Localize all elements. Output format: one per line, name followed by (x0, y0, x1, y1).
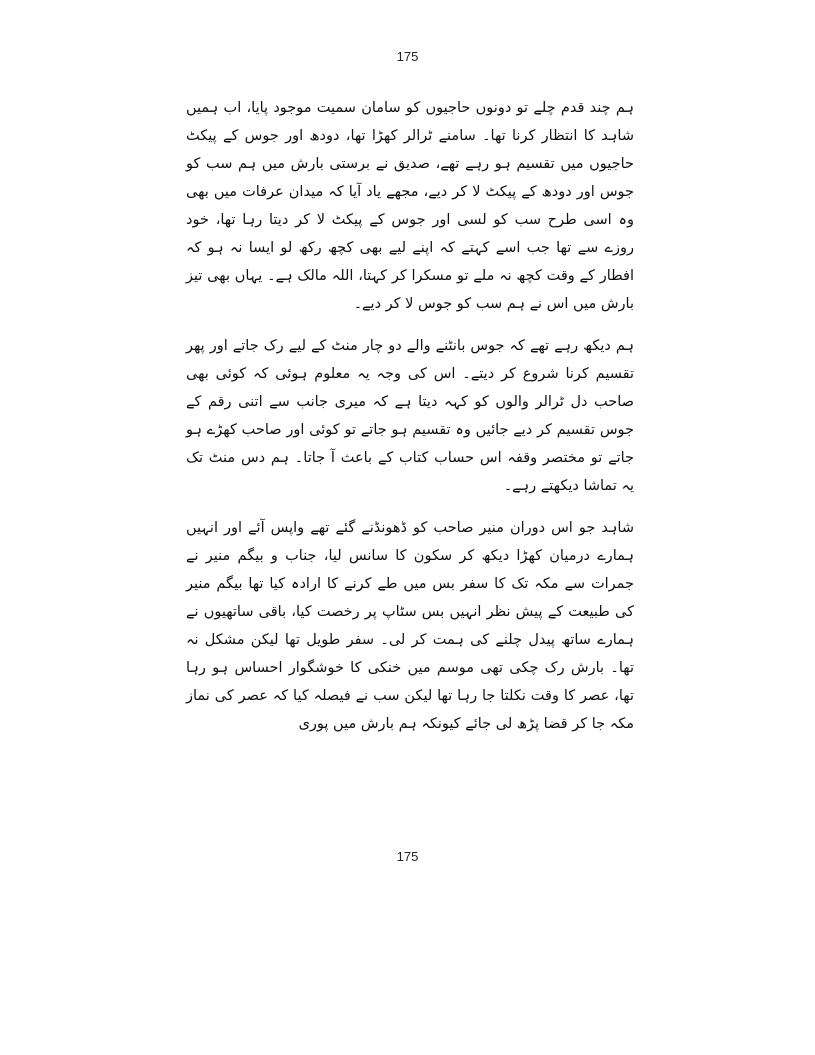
paragraph-3: شاہد جو اس دوران منیر صاحب کو ڈھونڈنے گئے تھے واپس آئے اور انہیں ہمارے درمیان کھڑا دیکھ کر سکون کا سانس لیا، جناب و بیگم منیر نے جمرات سے مکہ تک کا سفر بس میں طے کرنے کا ارادہ کیا تھا بیگم منیر کی طبیعت کے پیش نظر انہیں بس سٹاپ پر رخصت کیا، باقی ساتھیوں نے ہمارے ساتھ پیدل چلنے کی ہمت کر لی۔ سفر طویل تھا لیکن مشکل نہ تھا۔ بارش رک چکی تھی موسم میں خنکی کا خوشگوار احساس ہو رہا تھا، عصر کا وقت نکلتا جا رہا تھا لیکن سب نے فیصلہ کیا کہ عصر کی نماز مکہ جا کر قضا پڑھ لی جائے کیونکہ ہم بارش میں پوری (186, 520, 634, 732)
page-number-bottom: 175 (396, 849, 419, 864)
body-text (186, 94, 634, 752)
paragraph-1: ہم چند قدم چلے تو دونوں حاجیوں کو سامان سمیت موجود پایا، اب ہمیں شاہد کا انتظار کرنا تھا۔ سامنے ٹرالر کھڑا تھا، دودھ اور جوس کے پیکٹ حاجیوں میں تقسیم ہو رہے تھے، صدیق نے برستی بارش میں ہم سب کو جوس اور دودھ کے پیکٹ لا کر دیے، مجھے یاد آیا کہ میدان عرفات میں بھی وہ اسی طرح سب کو لسی اور جوس کے پیکٹ لا کر دیتا رہا تھا، خود روزے سے تھا جب اسے کہتے کہ اپنے لیے بھی کچھ رکھ لو ایسا نہ ہو کہ افطار کے وقت کچھ نہ ملے تو مسکرا کر کہتا، اللہ مالک ہے۔ یہاں بھی تیز بارش میں اس نے ہم سب کو جوس لا کر دیے۔ (186, 100, 634, 312)
paragraph-2: ہم دیکھ رہے تھے کہ جوس بانٹنے والے دو چار منٹ کے لیے رک جاتے اور پھر تقسیم کرنا شروع کر دیتے۔ اس کی وجہ یہ معلوم ہوئی کہ کوئی بھی صاحب دل ٹرالر والوں کو کہہ دیتا ہے کہ میری جانب سے اتنی رقم کے جوس تقسیم کر دیے جائیں وہ تقسیم ہو جاتے تو کوئی اور صاحب کھڑے ہو جاتے تو مختصر وقفہ اس حساب کتاب کے باعث آ جاتا۔ ہم دس منٹ تک یہ تماشا دیکھتے رہے۔ (186, 338, 634, 494)
page-number-top: 175 (396, 49, 419, 64)
